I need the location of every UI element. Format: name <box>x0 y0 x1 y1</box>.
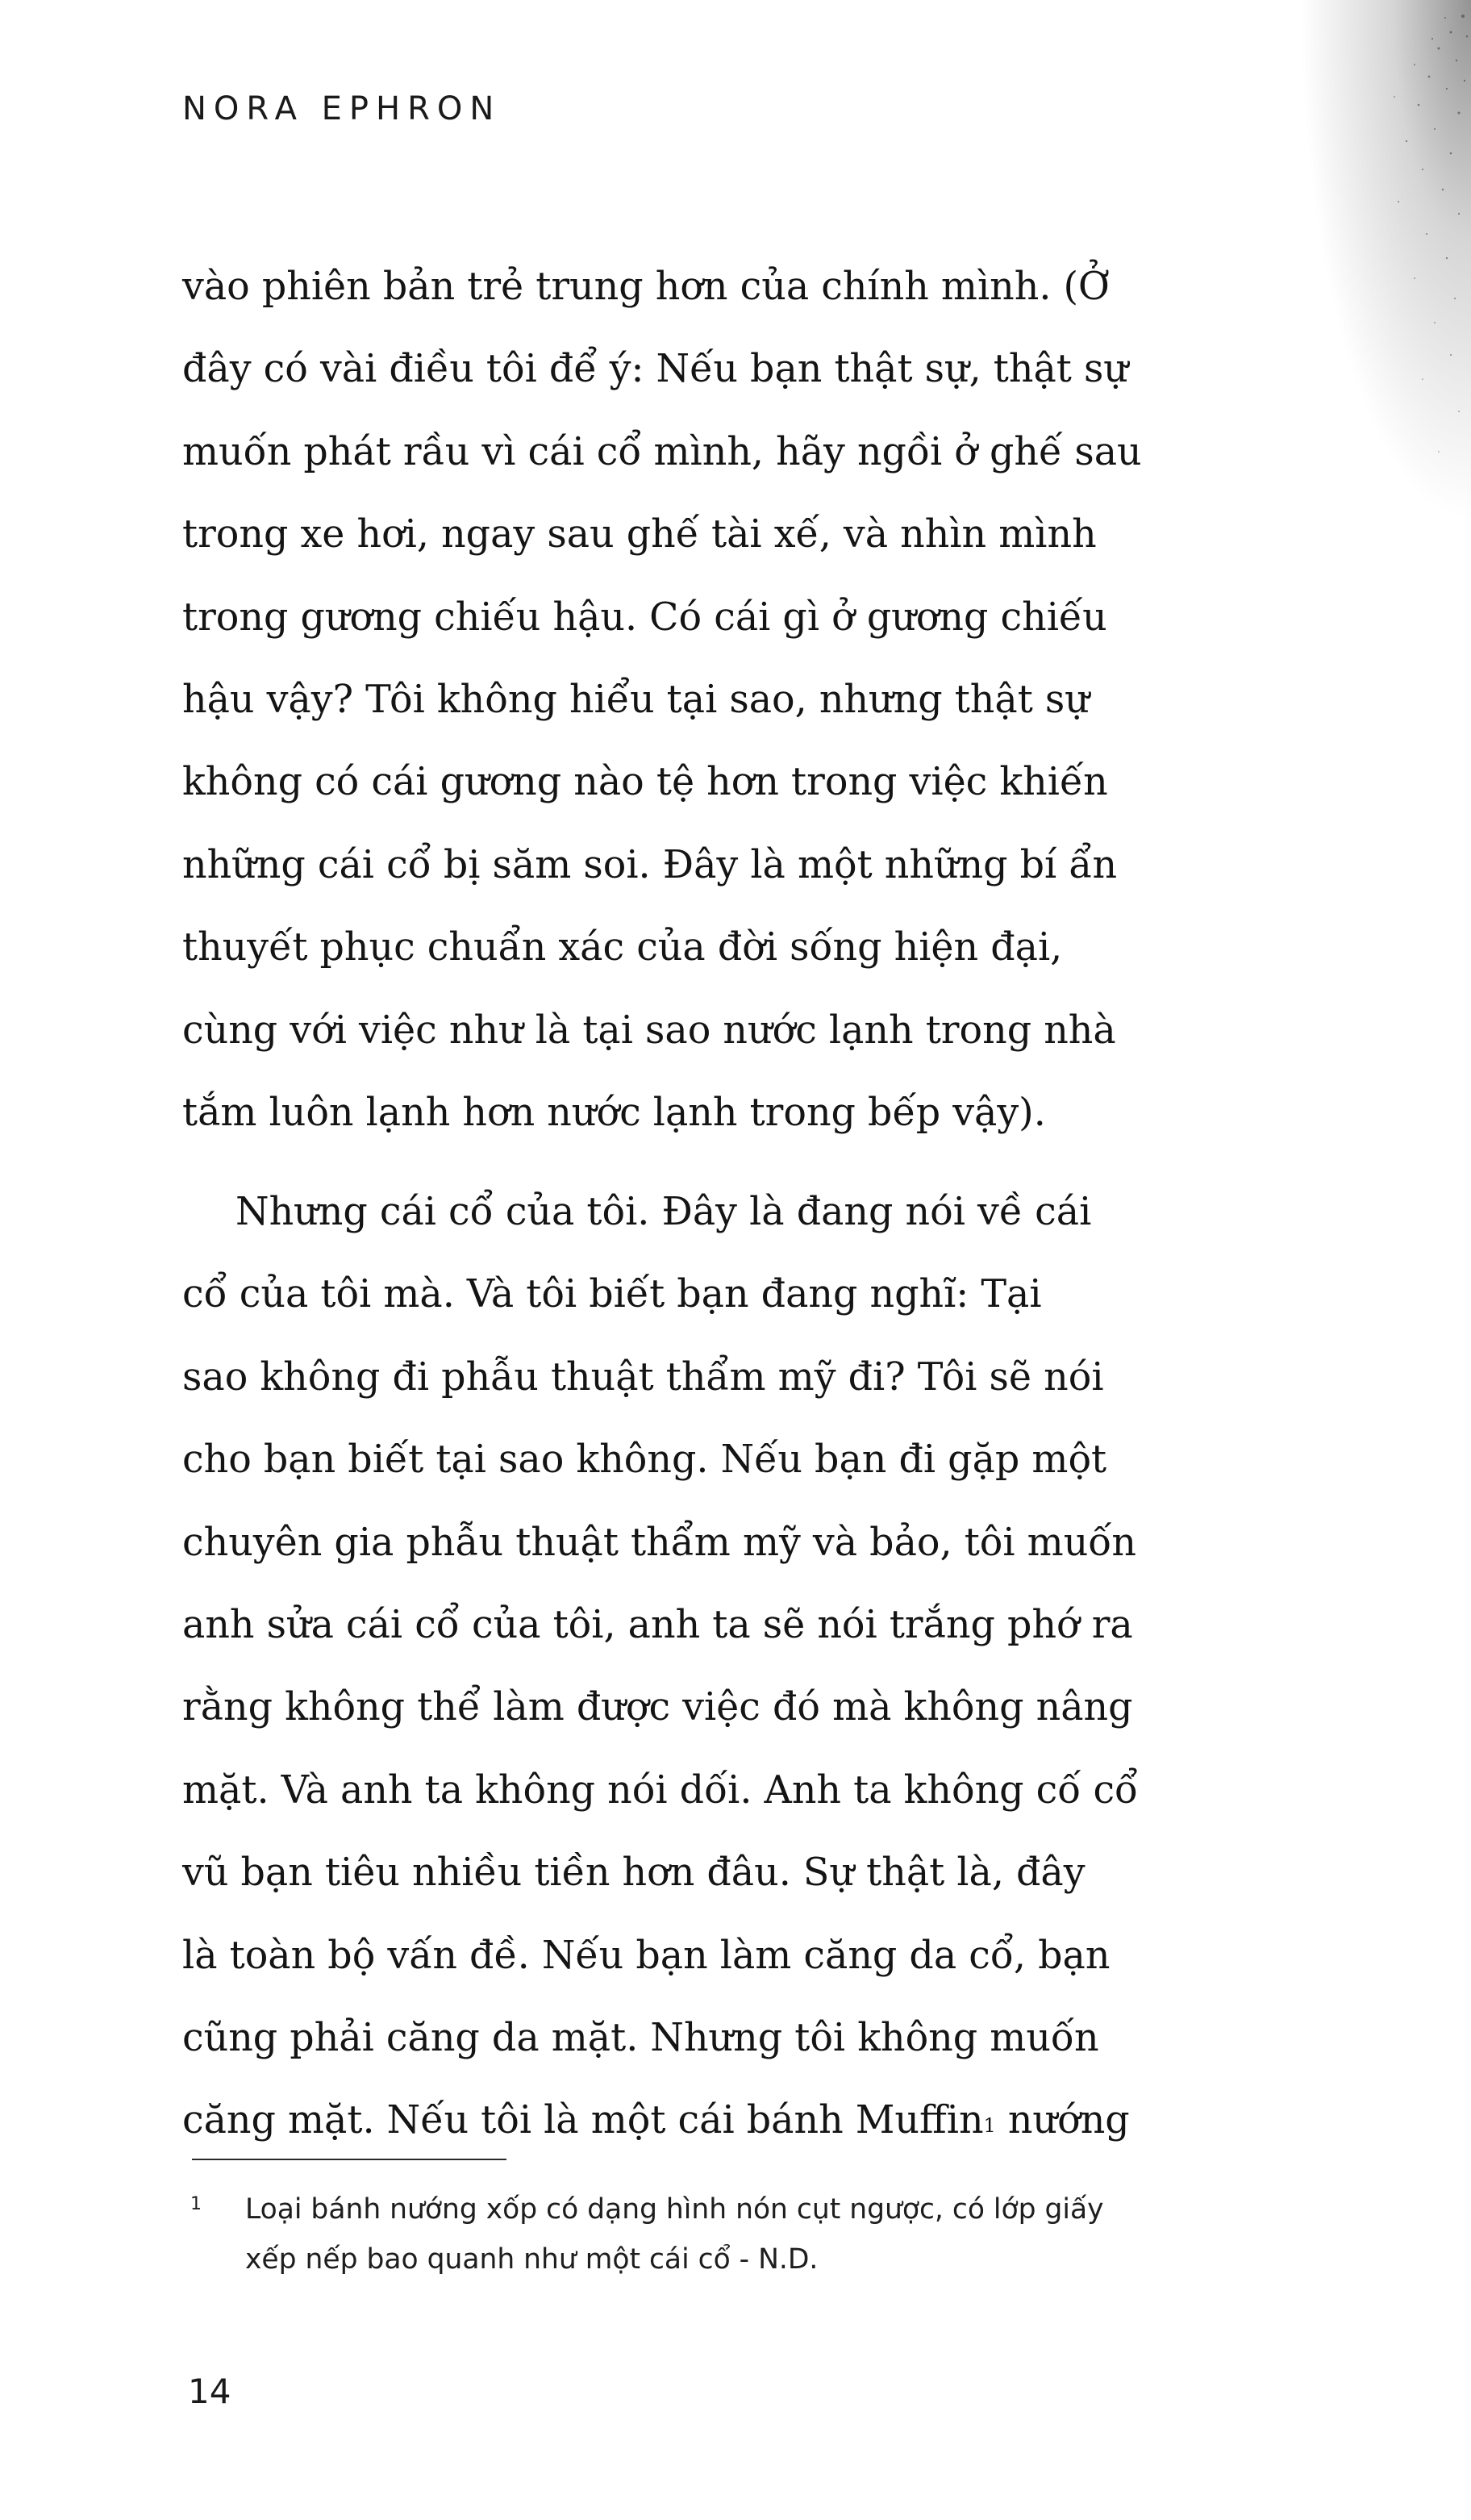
text-line: cổ của tôi mà. Và tôi biết bạn đang nghĩ: Tại <box>182 1272 1042 1317</box>
text-line: đây có vài điều tôi để ý: Nếu bạn thật sự, thật sự <box>182 347 1128 392</box>
running-header-author: NORA EPHRON <box>182 90 502 127</box>
footnote-reference[interactable]: 1 <box>983 2114 996 2138</box>
text-line: trong gương chiếu hậu. Có cái gì ở gương chiếu <box>182 595 1107 640</box>
footnote-line: xếp nếp bao quanh như một cái cổ - N.D. <box>245 2243 819 2276</box>
text-line: rằng không thể làm được việc đó mà không nâng <box>182 1685 1133 1730</box>
text-line: vũ bạn tiêu nhiều tiền hơn đâu. Sự thật là, đây <box>182 1850 1086 1896</box>
page-number: 14 <box>188 2372 231 2411</box>
text-line: sao không đi phẫu thuật thẩm mỹ đi? Tôi sẽ nói <box>182 1354 1104 1400</box>
scan-speckle-corner <box>1286 0 1471 565</box>
text-line: không có cái gương nào tệ hơn trong việc khiến <box>182 760 1108 805</box>
text-line: cho bạn biết tại sao không. Nếu bạn đi gặp một <box>182 1437 1107 1483</box>
paragraph-1 <box>182 246 1142 1154</box>
text-line-with-footnote <box>182 2080 1138 2162</box>
text-segment: căng mặt. Nếu tôi là một cái bánh Muffin <box>182 2098 984 2143</box>
text-line: cùng với việc như là tại sao nước lạnh trong nhà <box>182 1008 1116 1053</box>
speckle-noise <box>1286 0 1471 565</box>
paragraph-2 <box>182 1171 1138 2163</box>
text-line: muốn phát rầu vì cái cổ mình, hãy ngồi ở ghế sau <box>182 429 1142 474</box>
footnote <box>190 2184 1104 2284</box>
text-line: tắm luôn lạnh hơn nước lạnh trong bếp vậy). <box>182 1091 1046 1136</box>
text-line: vào phiên bản trẻ trung hơn của chính mình. (Ở <box>182 265 1110 309</box>
text-line: Nhưng cái cổ của tôi. Đây là đang nói về cái <box>235 1190 1092 1234</box>
text-line: hậu vậy? Tôi không hiểu tại sao, nhưng thật sự <box>182 678 1090 723</box>
text-line: cũng phải căng da mặt. Nhưng tôi không muốn <box>182 2016 1099 2061</box>
footnote-divider <box>192 2159 506 2160</box>
text-line: thuyết phục chuẩn xác của đời sống hiện đại, <box>182 925 1063 970</box>
text-line: là toàn bộ vấn đề. Nếu bạn làm căng da cổ, bạn <box>182 1933 1111 1978</box>
footnote-text <box>245 2184 1104 2284</box>
text-line: những cái cổ bị săm soi. Đây là một những bí ẩn <box>182 842 1118 887</box>
text-line: chuyên gia phẫu thuật thẩm mỹ và bảo, tôi muốn <box>182 1520 1136 1565</box>
footnote-line: Loại bánh nướng xốp có dạng hình nón cụt ngược, có lớp giấy <box>245 2193 1104 2226</box>
text-line: mặt. Và anh ta không nói dối. Anh ta không cố cổ <box>182 1767 1139 1813</box>
text-line: trong xe hơi, ngay sau ghế tài xế, và nhìn mình <box>182 512 1097 557</box>
text-line: anh sửa cái cổ của tôi, anh ta sẽ nói trắng phớ ra <box>182 1603 1133 1648</box>
text-segment: nướng <box>995 2098 1130 2143</box>
footnote-number: 1 <box>190 2194 202 2214</box>
